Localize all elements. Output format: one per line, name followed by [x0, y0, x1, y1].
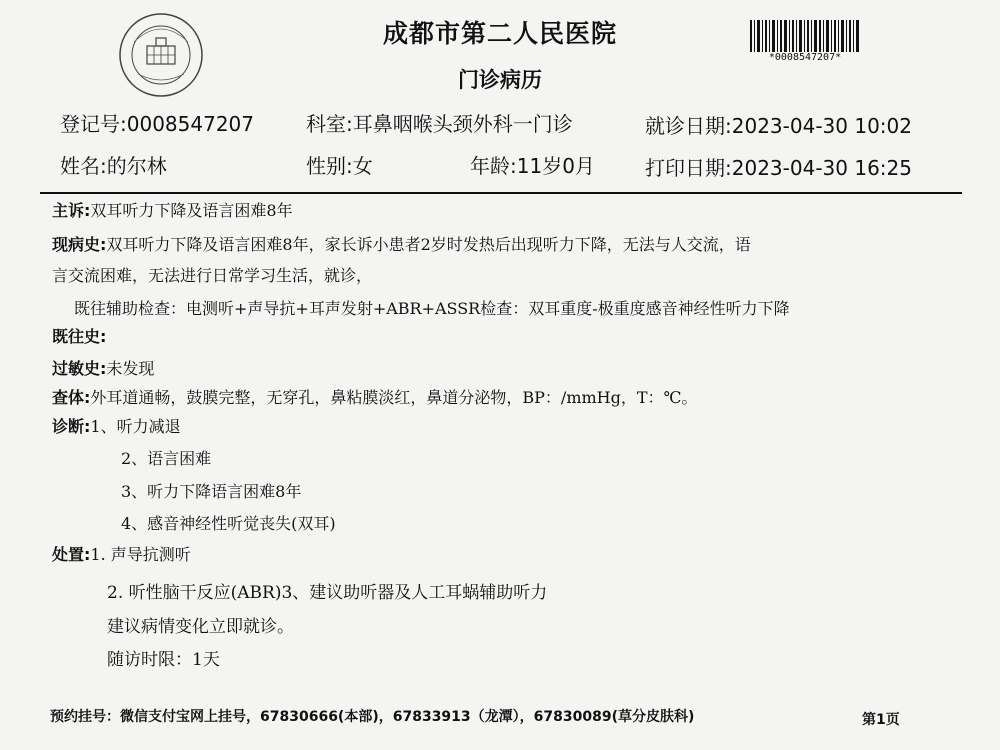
- hospital-name: 成都市第二人民医院: [382, 19, 617, 48]
- page-number: 第1页: [862, 712, 900, 728]
- department: [306, 108, 573, 137]
- document-title: 门诊病历: [458, 68, 542, 92]
- auxiliary-exam: 既往辅助检查：电测听+声导抗+耳声发射+ABR+ASSR检查：双耳重度-极重度感音神经性听力下降: [74, 299, 790, 318]
- diagnosis-label: 诊断:: [52, 417, 91, 436]
- allergy-value: 未发现: [106, 359, 155, 378]
- registration-value: 0008547207: [126, 112, 254, 136]
- registration-number: [60, 108, 254, 137]
- past-history-label: 既往史:: [52, 327, 107, 346]
- chief-complaint: [52, 198, 293, 221]
- header-divider: [40, 192, 962, 194]
- present-history-line-2: 言交流困难，无法进行日常学习生活，就诊，: [52, 266, 373, 285]
- visit-date-label: 就诊日期:: [645, 114, 732, 138]
- followup-limit: 随访时限：1天: [107, 650, 220, 670]
- visit-date: [645, 110, 912, 139]
- physical-exam-value: 外耳道通畅，鼓膜完整，无穿孔，鼻粘膜淡红，鼻道分泌物，BP：/mmHg，T：℃。: [90, 388, 698, 407]
- print-date-label: 打印日期:: [645, 156, 732, 180]
- diagnosis-item: [52, 414, 181, 437]
- print-date: [645, 152, 912, 181]
- treatment-label: 处置:: [52, 545, 91, 564]
- department-label: 科室:: [306, 112, 353, 136]
- chief-complaint-label: 主诉:: [52, 201, 91, 220]
- age-label: 年龄:: [470, 154, 517, 178]
- booking-info: 预约挂号：微信支付宝网上挂号，67830666(本部)，67833913（龙潭），67830089(草分皮肤科): [50, 709, 695, 725]
- treatment-text-1: 1. 声导抗测听: [90, 545, 191, 564]
- registration-label: 登记号:: [60, 112, 127, 136]
- diagnosis-item: 3、听力下降语言困难8年: [121, 482, 302, 501]
- print-date-value: 2023-04-30 16:25: [731, 156, 912, 180]
- chief-complaint-value: 双耳听力下降及语言困难8年: [90, 201, 293, 220]
- department-value: 耳鼻咽喉头颈外科一门诊: [352, 112, 573, 136]
- hospital-seal-logo: [118, 12, 204, 98]
- treatment-line-2: 2. 听性脑干反应(ABR)3、建议助听器及人工耳蜗辅助听力: [107, 583, 548, 603]
- diagnosis-item: 4、感音神经性听觉丧失(双耳): [121, 514, 336, 533]
- sex-value: 女: [352, 154, 373, 178]
- patient-age: [470, 150, 595, 179]
- visit-date-value: 2023-04-30 10:02: [731, 114, 912, 138]
- sex-label: 性别:: [306, 154, 353, 178]
- barcode-number: *0008547207*: [768, 52, 842, 63]
- physical-exam: [52, 385, 697, 408]
- present-history-line-1: [52, 232, 751, 255]
- diagnosis-text: 1、听力减退: [90, 417, 181, 436]
- allergy-history: [52, 356, 154, 379]
- barcode: [750, 20, 860, 52]
- present-history-label: 现病史:: [52, 235, 107, 254]
- past-history: [52, 324, 106, 347]
- patient-name-label: 姓名:: [60, 154, 107, 178]
- diagnosis-item: 2、语言困难: [121, 449, 212, 468]
- treatment-advice: 建议病情变化立即就诊。: [107, 617, 294, 637]
- patient-sex: [306, 150, 373, 179]
- patient-name: [60, 150, 167, 179]
- age-value: 11岁0月: [516, 154, 595, 178]
- physical-exam-label: 查体:: [52, 388, 91, 407]
- allergy-label: 过敏史:: [52, 359, 107, 378]
- patient-name-value: 的尔林: [106, 154, 167, 178]
- treatment: [52, 542, 191, 565]
- present-history-text-1: 双耳听力下降及语言困难8年，家长诉小患者2岁时发热后出现听力下降，无法与人交流，语: [106, 235, 751, 254]
